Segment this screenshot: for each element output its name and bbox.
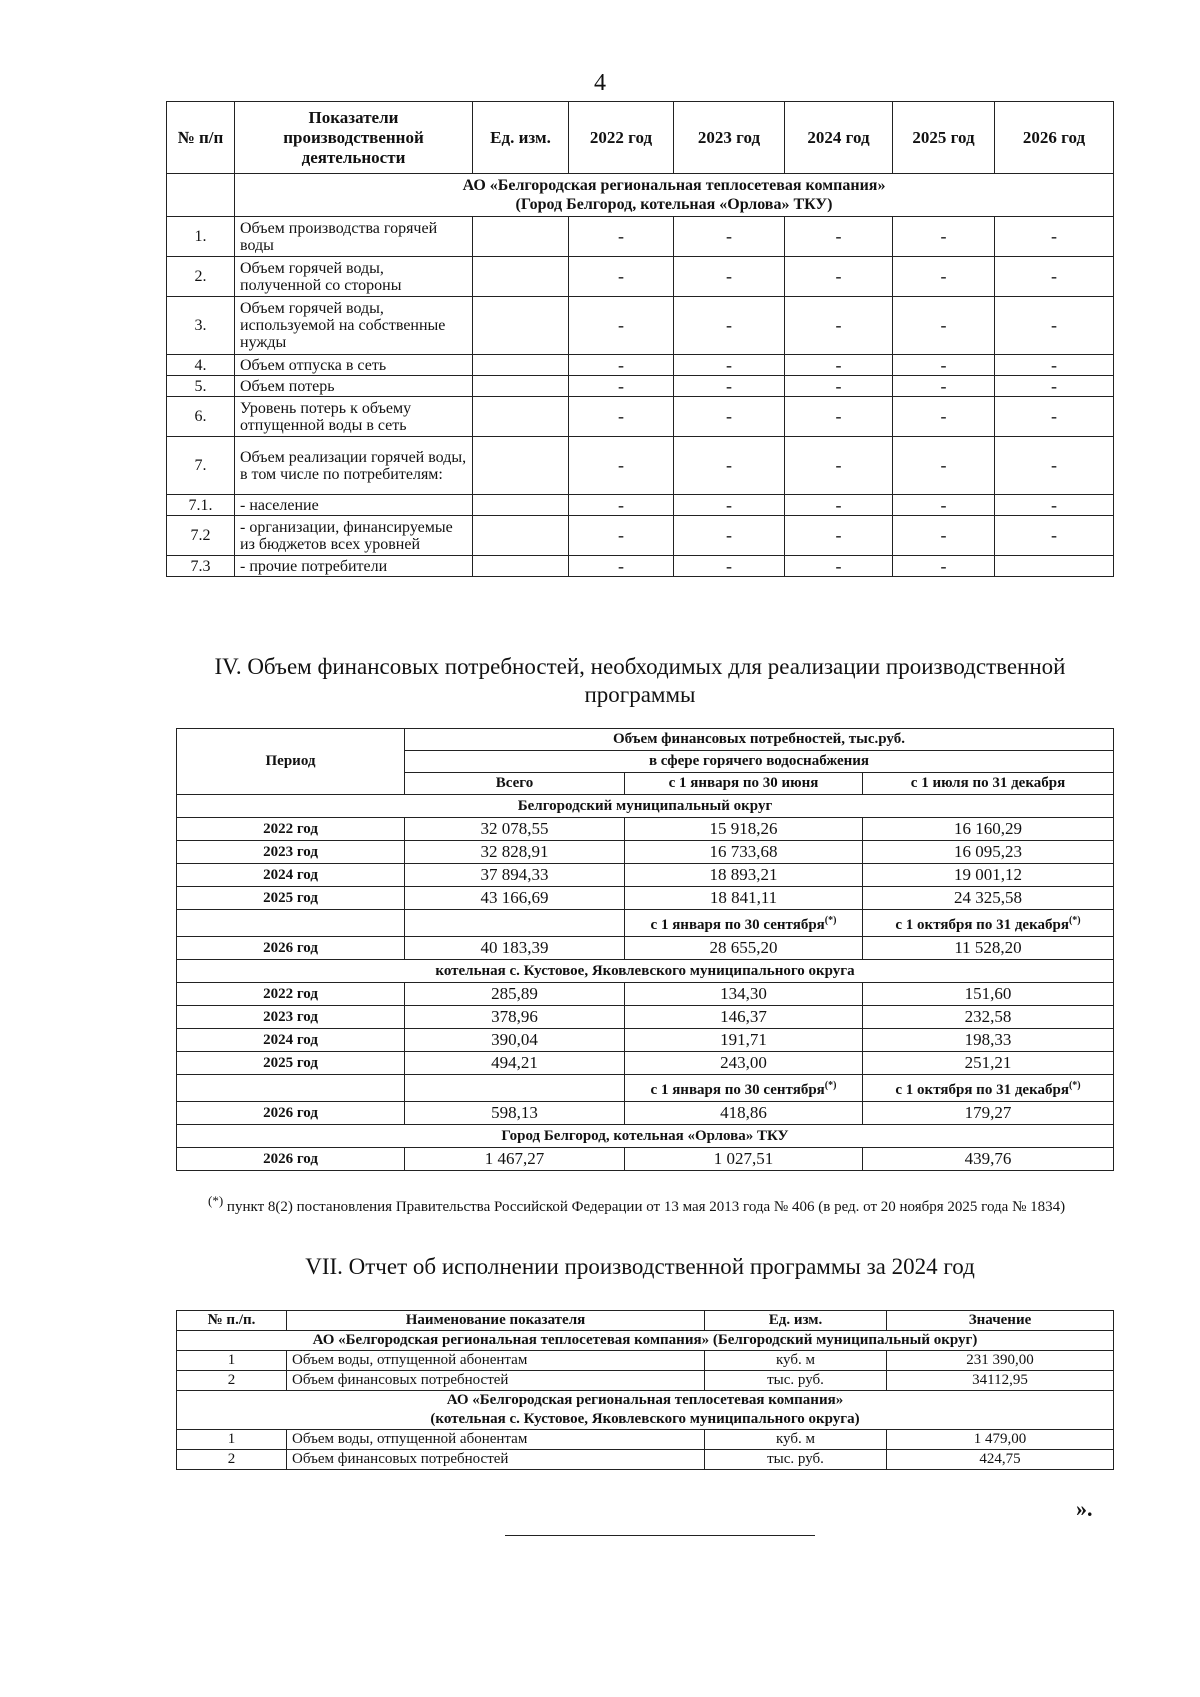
row-part2: 151,60 — [863, 983, 1114, 1006]
row-value: - — [893, 437, 995, 495]
group-row — [177, 795, 1114, 818]
row-value: - — [674, 257, 785, 297]
row-period: 2023 год — [177, 841, 405, 864]
group-row — [177, 1125, 1114, 1148]
empty-cell — [177, 910, 405, 937]
section7-heading: VII. Отчет об исполнении производственной программы за 2024 год — [305, 1254, 975, 1279]
row-part2: 439,76 — [863, 1148, 1114, 1171]
row-value: - — [893, 397, 995, 437]
row-part1: 134,30 — [625, 983, 863, 1006]
header-2024: 2024 год — [785, 102, 893, 174]
row-part2: 11 528,20 — [863, 937, 1114, 960]
row-value: - — [569, 257, 674, 297]
table-row — [167, 257, 1114, 297]
t3-header-num: № п./п. — [177, 1311, 287, 1331]
row-total: 390,04 — [405, 1029, 625, 1052]
row-unit — [473, 297, 569, 355]
financial-needs-table — [176, 728, 1114, 1171]
org2-line2: (котельная с. Кустовое, Яковлевского муниципального округа) — [430, 1411, 860, 1427]
production-indicators-table — [166, 101, 1114, 577]
row-num: 2 — [177, 1371, 287, 1391]
row-value: - — [674, 355, 785, 376]
table-row — [177, 1006, 1114, 1029]
row-period: 2025 год — [177, 887, 405, 910]
table-row — [177, 1371, 1114, 1391]
row-value: - — [893, 297, 995, 355]
row-value: - — [995, 297, 1114, 355]
row-name: Объем финансовых потребностей — [287, 1371, 705, 1391]
row-part1: 16 733,68 — [625, 841, 863, 864]
row-part1: 18 841,11 — [625, 887, 863, 910]
row-value: - — [569, 437, 674, 495]
row-part2: 232,58 — [863, 1006, 1114, 1029]
table-row — [177, 1102, 1114, 1125]
row-part2: 179,27 — [863, 1102, 1114, 1125]
row-part1: 1 027,51 — [625, 1148, 863, 1171]
table-row — [177, 1430, 1114, 1450]
row-value — [995, 556, 1114, 577]
col-alt2-header — [863, 1075, 1114, 1102]
row-indicator: - население — [235, 495, 473, 516]
group-title: Город Белгород, котельная «Орлова» ТКУ — [177, 1125, 1114, 1148]
row-name: Объем воды, отпущенной абонентам — [287, 1430, 705, 1450]
table-row — [167, 516, 1114, 556]
footnote-ref-mark: (*) — [824, 915, 837, 926]
org2-line1: АО «Белгородская региональная теплосетевая компания» — [446, 1392, 844, 1408]
row-name: Объем финансовых потребностей — [287, 1450, 705, 1470]
row-value: - — [569, 355, 674, 376]
row-indicator: Объем производства горячей воды — [235, 217, 473, 257]
header-unit: Ед. изм. — [473, 102, 569, 174]
subheader-row — [177, 1075, 1114, 1102]
table-row — [167, 437, 1114, 495]
org2-title — [177, 1391, 1114, 1430]
footnote-ref-mark: (*) — [1068, 915, 1081, 926]
row-value: - — [995, 376, 1114, 397]
header-2022: 2022 год — [569, 102, 674, 174]
row-value: - — [893, 217, 995, 257]
row-total: 37 894,33 — [405, 864, 625, 887]
row-unit — [473, 397, 569, 437]
row-period: 2026 год — [177, 1148, 405, 1171]
table-row — [177, 1148, 1114, 1171]
row-value: - — [995, 257, 1114, 297]
col-alt1-header-text: с 1 января по 30 сентября — [650, 1082, 825, 1098]
row-num: 4. — [167, 355, 235, 376]
row-indicator: Объем реализации горячей воды, в том числе по потребителям: — [235, 437, 473, 495]
row-value: - — [785, 355, 893, 376]
row-period: 2026 год — [177, 1102, 405, 1125]
row-total: 285,89 — [405, 983, 625, 1006]
row-total: 378,96 — [405, 1006, 625, 1029]
row-part1: 146,37 — [625, 1006, 863, 1029]
row-value: - — [893, 355, 995, 376]
row-value: - — [995, 495, 1114, 516]
row-value: - — [995, 217, 1114, 257]
row-value: - — [995, 437, 1114, 495]
row-total: 598,13 — [405, 1102, 625, 1125]
row-value: - — [569, 516, 674, 556]
col-total-header: Всего — [405, 773, 625, 795]
empty-cell — [405, 910, 625, 937]
row-name: Объем воды, отпущенной абонентам — [287, 1351, 705, 1371]
row-unit — [473, 217, 569, 257]
table-row — [177, 983, 1114, 1006]
t3-header-value: Значение — [887, 1311, 1114, 1331]
row-total: 494,21 — [405, 1052, 625, 1075]
table-row — [167, 355, 1114, 376]
footnote-ref-mark: (*) — [1068, 1080, 1081, 1091]
row-period: 2023 год — [177, 1006, 405, 1029]
t3-header-name: Наименование показателя — [287, 1311, 705, 1331]
row-unit — [473, 257, 569, 297]
col-alt1-header — [625, 910, 863, 937]
org-line2: (Город Белгород, котельная «Орлова» ТКУ) — [515, 196, 833, 213]
row-unit — [473, 516, 569, 556]
row-value: - — [893, 516, 995, 556]
row-value: - — [569, 217, 674, 257]
row-indicator: - организации, финансируемые из бюджетов всех уровней — [235, 516, 473, 556]
row-value: - — [785, 376, 893, 397]
empty-cell — [405, 1075, 625, 1102]
col-h1-header: с 1 января по 30 июня — [625, 773, 863, 795]
row-part2: 24 325,58 — [863, 887, 1114, 910]
row-total: 40 183,39 — [405, 937, 625, 960]
row-total: 32 828,91 — [405, 841, 625, 864]
row-value: - — [893, 556, 995, 577]
row-unit: куб. м — [705, 1430, 887, 1450]
row-num: 7. — [167, 437, 235, 495]
row-num: 2 — [177, 1450, 287, 1470]
table-row — [167, 495, 1114, 516]
table-row — [177, 1029, 1114, 1052]
row-part2: 16 095,23 — [863, 841, 1114, 864]
row-unit: тыс. руб. — [705, 1371, 887, 1391]
col-alt2-header — [863, 910, 1114, 937]
col-alt2-header-text: с 1 октября по 31 декабря — [895, 917, 1069, 933]
row-num: 1 — [177, 1351, 287, 1371]
header-2026: 2026 год — [995, 102, 1114, 174]
header-2023: 2023 год — [674, 102, 785, 174]
main-header: Объем финансовых потребностей, тыс.руб. — [405, 729, 1114, 751]
table-row — [177, 818, 1114, 841]
row-num: 6. — [167, 397, 235, 437]
row-unit: куб. м — [705, 1351, 887, 1371]
row-period: 2025 год — [177, 1052, 405, 1075]
group-row — [177, 960, 1114, 983]
row-value: - — [674, 437, 785, 495]
row-unit — [473, 376, 569, 397]
header-indicator: Показатели производственной деятельности — [235, 102, 473, 174]
table-row — [167, 556, 1114, 577]
row-period: 2022 год — [177, 983, 405, 1006]
col-alt1-header-text: с 1 января по 30 сентября — [650, 917, 825, 933]
col-alt1-header — [625, 1075, 863, 1102]
table-row — [167, 297, 1114, 355]
row-value: - — [569, 495, 674, 516]
row-indicator: Объем горячей воды, используемой на собственные нужды — [235, 297, 473, 355]
row-part1: 418,86 — [625, 1102, 863, 1125]
table-row — [177, 841, 1114, 864]
section4-heading — [160, 653, 1120, 709]
row-indicator: Объем отпуска в сеть — [235, 355, 473, 376]
table-row — [167, 376, 1114, 397]
row-num: 3. — [167, 297, 235, 355]
closing-rule — [505, 1535, 815, 1536]
row-value: - — [674, 376, 785, 397]
subheader-row — [177, 910, 1114, 937]
org-title — [235, 174, 1114, 217]
row-num: 1 — [177, 1430, 287, 1450]
group-title: котельная с. Кустовое, Яковлевского муниципального округа — [177, 960, 1114, 983]
row-value: - — [893, 376, 995, 397]
table1-body — [167, 217, 1114, 577]
table-row — [177, 1052, 1114, 1075]
table-row — [177, 1450, 1114, 1470]
row-part1: 15 918,26 — [625, 818, 863, 841]
row-part1: 191,71 — [625, 1029, 863, 1052]
org-row — [177, 1391, 1114, 1430]
row-period: 2024 год — [177, 1029, 405, 1052]
row-num: 7.3 — [167, 556, 235, 577]
row-value: - — [995, 355, 1114, 376]
row-value: - — [569, 376, 674, 397]
row-value: - — [674, 516, 785, 556]
footnote-mark: (*) — [208, 1193, 224, 1208]
row-value: 424,75 — [887, 1450, 1114, 1470]
row-value: - — [674, 397, 785, 437]
row-part2: 251,21 — [863, 1052, 1114, 1075]
row-num: 2. — [167, 257, 235, 297]
table-row — [167, 397, 1114, 437]
sub-header: в сфере горячего водоснабжения — [405, 751, 1114, 773]
row-unit — [473, 495, 569, 516]
row-value: - — [569, 397, 674, 437]
col-alt2-header-text: с 1 октября по 31 декабря — [895, 1082, 1069, 1098]
row-num: 7.2 — [167, 516, 235, 556]
row-value: - — [674, 556, 785, 577]
table-row — [177, 1351, 1114, 1371]
row-value: - — [785, 217, 893, 257]
section4-heading-line1: IV. Объем финансовых потребностей, необходимых для реализации производственной — [214, 654, 1066, 679]
org-line1: АО «Белгородская региональная теплосетевая компания» — [462, 177, 886, 194]
row-value: - — [569, 556, 674, 577]
row-value: - — [893, 495, 995, 516]
row-value: - — [785, 556, 893, 577]
row-period: 2026 год — [177, 937, 405, 960]
row-part2: 16 160,29 — [863, 818, 1114, 841]
row-unit — [473, 355, 569, 376]
page-number: 4 — [594, 70, 606, 96]
row-indicator: - прочие потребители — [235, 556, 473, 577]
section4-heading-line2: программы — [584, 682, 696, 707]
empty-cell — [167, 174, 235, 217]
t3-header-unit: Ед. изм. — [705, 1311, 887, 1331]
row-indicator: Объем горячей воды, полученной со стороны — [235, 257, 473, 297]
table3-body — [177, 1331, 1114, 1470]
row-value: - — [785, 257, 893, 297]
row-value: - — [674, 495, 785, 516]
row-total: 43 166,69 — [405, 887, 625, 910]
empty-cell — [177, 1075, 405, 1102]
row-part1: 243,00 — [625, 1052, 863, 1075]
row-period: 2022 год — [177, 818, 405, 841]
row-num: 1. — [167, 217, 235, 257]
row-value: - — [785, 397, 893, 437]
row-value: - — [569, 297, 674, 355]
footnote — [176, 1190, 1116, 1218]
table-row — [177, 864, 1114, 887]
table-row — [177, 887, 1114, 910]
row-value: 1 479,00 — [887, 1430, 1114, 1450]
row-indicator: Уровень потерь к объему отпущенной воды в сеть — [235, 397, 473, 437]
table2-body — [177, 795, 1114, 1171]
table-row — [167, 217, 1114, 257]
row-total: 1 467,27 — [405, 1148, 625, 1171]
footnote-text: пункт 8(2) постановления Правительства Российской Федерации от 13 мая 2013 года № 406 (в ред. от 20 ноября 2025 года № 1834) — [223, 1199, 1066, 1215]
row-value: 231 390,00 — [887, 1351, 1114, 1371]
row-value: - — [893, 257, 995, 297]
row-value: - — [995, 516, 1114, 556]
org-row — [177, 1331, 1114, 1351]
row-unit: тыс. руб. — [705, 1450, 887, 1470]
row-value: - — [785, 437, 893, 495]
row-num: 7.1. — [167, 495, 235, 516]
footnote-ref-mark: (*) — [824, 1080, 837, 1091]
header-2025: 2025 год — [893, 102, 995, 174]
row-part1: 28 655,20 — [625, 937, 863, 960]
org1-title: АО «Белгородская региональная теплосетевая компания» (Белгородский муниципальный округ) — [177, 1331, 1114, 1351]
row-period: 2024 год — [177, 864, 405, 887]
row-value: - — [674, 217, 785, 257]
table-row — [177, 937, 1114, 960]
row-part2: 19 001,12 — [863, 864, 1114, 887]
col-h2-header: с 1 июля по 31 декабря — [863, 773, 1114, 795]
row-value: 34112,95 — [887, 1371, 1114, 1391]
row-num: 5. — [167, 376, 235, 397]
row-indicator: Объем потерь — [235, 376, 473, 397]
group-title: Белгородский муниципальный округ — [177, 795, 1114, 818]
row-part2: 198,33 — [863, 1029, 1114, 1052]
row-unit — [473, 556, 569, 577]
row-value: - — [785, 297, 893, 355]
row-value: - — [785, 516, 893, 556]
program-report-table — [176, 1310, 1114, 1470]
row-total: 32 078,55 — [405, 818, 625, 841]
row-value: - — [674, 297, 785, 355]
row-part1: 18 893,21 — [625, 864, 863, 887]
row-value: - — [995, 397, 1114, 437]
row-unit — [473, 437, 569, 495]
row-value: - — [785, 495, 893, 516]
closing-mark: ». — [1076, 1496, 1093, 1521]
header-num: № п/п — [167, 102, 235, 174]
period-header: Период — [177, 729, 405, 795]
